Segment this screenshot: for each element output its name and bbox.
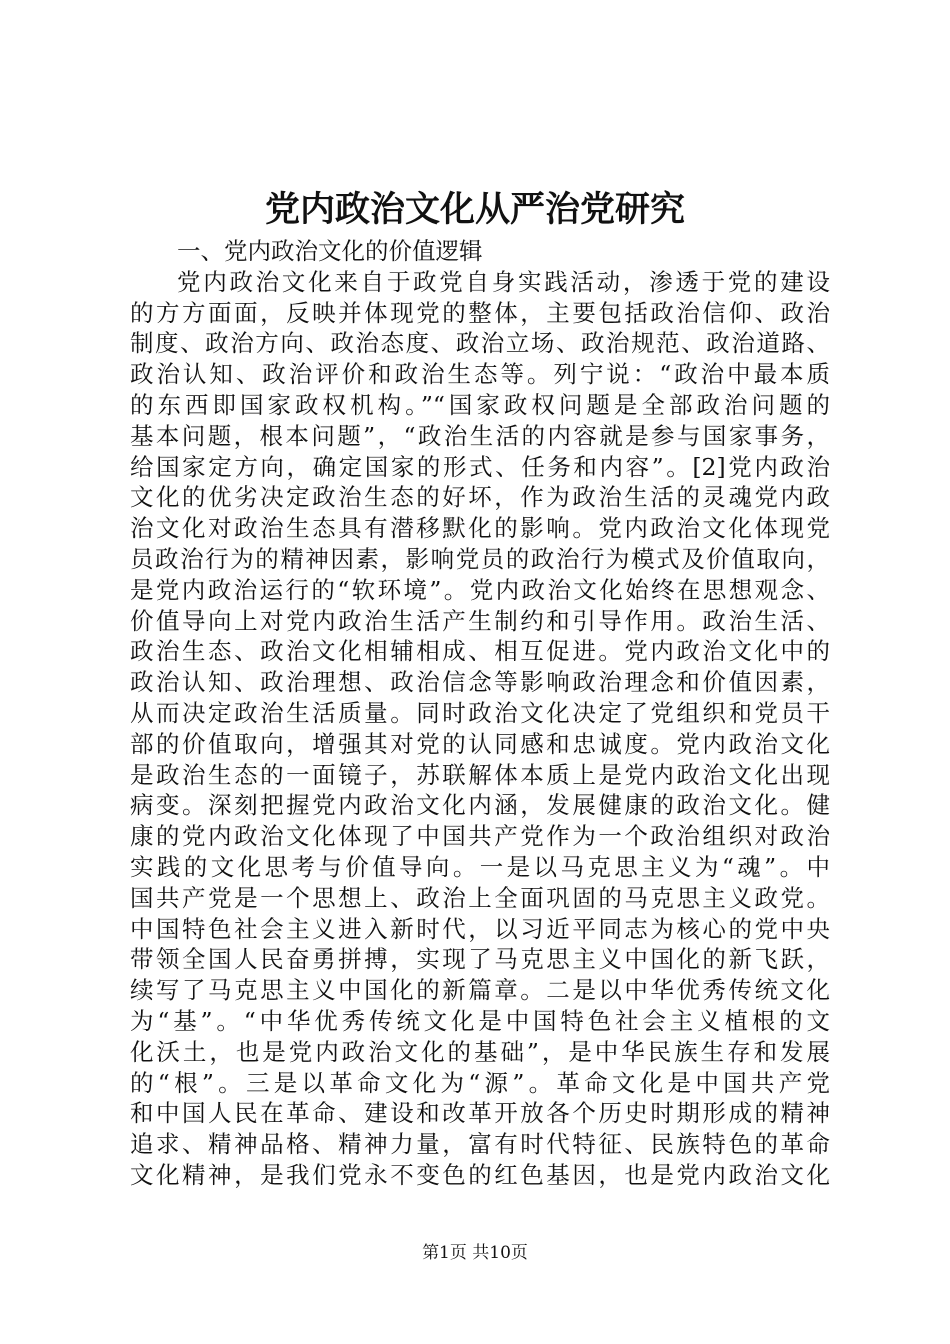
paragraph-line: 为“基”。“中华优秀传统文化是中国特色社会主义植根的文 — [130, 1006, 830, 1035]
paragraph-line: 实践的文化思考与价值导向。一是以马克思主义为“魂”。中 — [130, 852, 830, 881]
paragraph-line: 制度、政治方向、政治态度、政治立场、政治规范、政治道路、 — [130, 329, 830, 358]
paragraph-line: 的方方面面，反映并体现党的整体，主要包括政治信仰、政治 — [130, 298, 830, 327]
paragraph-line: 价值导向上对党内政治生活产生制约和引导作用。政治生活、 — [130, 606, 830, 635]
paragraph-line: 从而决定政治生活质量。同时政治文化决定了党组织和党员干 — [130, 698, 830, 727]
paragraph-line: 化沃土，也是党内政治文化的基础”，是中华民族生存和发展 — [130, 1037, 830, 1066]
paragraph-line: 政治生态、政治文化相辅相成、相互促进。党内政治文化中的 — [130, 637, 830, 666]
document-body — [130, 236, 830, 1191]
paragraph-line: 中国特色社会主义进入新时代，以习近平同志为核心的党中央 — [130, 914, 830, 943]
paragraph-line: 的东西即国家政权机构。”“国家政权问题是全部政治问题的 — [130, 390, 830, 419]
paragraph-line: 政治认知、政治理想、政治信念等影响政治理念和价值因素， — [130, 668, 830, 697]
paragraph-line: 续写了马克思主义中国化的新篇章。二是以中华优秀传统文化 — [130, 976, 830, 1005]
paragraph-line: 追求、精神品格、精神力量，富有时代特征、民族特色的革命 — [130, 1130, 830, 1159]
paragraph-line: 文化的优劣决定政治生态的好坏，作为政治生活的灵魂党内政 — [130, 483, 830, 512]
paragraph-line: 带领全国人民奋勇拼搏，实现了马克思主义中国化的新飞跃， — [130, 945, 830, 974]
paragraph-line: 的“根”。三是以革命文化为“源”。革命文化是中国共产党 — [130, 1068, 830, 1097]
page-title: 党内政治文化从严治党研究 — [264, 189, 685, 230]
paragraph-line: 政治认知、政治评价和政治生态等。列宁说：“政治中最本质 — [130, 360, 830, 389]
paragraph-line: 给国家定方向，确定国家的形式、任务和内容”。[2]党内政治 — [130, 452, 830, 481]
paragraph-line: 国共产党是一个思想上、政治上全面巩固的马克思主义政党。 — [130, 883, 830, 912]
paragraph-line: 是政治生态的一面镜子，苏联解体本质上是党内政治文化出现 — [130, 760, 830, 789]
paragraph-line: 员政治行为的精神因素，影响党员的政治行为模式及价值取向， — [130, 544, 830, 573]
paragraph-line: 和中国人民在革命、建设和改革开放各个历史时期形成的精神 — [130, 1099, 830, 1128]
section-heading: 一、党内政治文化的价值逻辑 — [177, 237, 483, 265]
paragraph-line: 病变。深刻把握党内政治文化内涵，发展健康的政治文化。健 — [130, 791, 830, 820]
paragraph-line: 是党内政治运行的“软环境”。党内政治文化始终在思想观念、 — [130, 575, 830, 604]
paragraph-line: 党内政治文化来自于政党自身实践活动，渗透于党的建设 — [177, 267, 830, 296]
paragraph-line: 基本问题，根本问题”，“政治生活的内容就是参与国家事务， — [130, 421, 830, 450]
paragraph-line: 康的党内政治文化体现了中国共产党作为一个政治组织对政治 — [130, 822, 830, 851]
page-number-footer: 第1页 共10页 — [422, 1243, 528, 1263]
paragraph-line: 部的价值取向，增强其对党的认同感和忠诚度。党内政治文化 — [130, 729, 830, 758]
paragraph-line: 治文化对政治生态具有潜移默化的影响。党内政治文化体现党 — [130, 514, 830, 543]
paragraph-line: 文化精神，是我们党永不变色的红色基因，也是党内政治文化 — [130, 1160, 830, 1189]
